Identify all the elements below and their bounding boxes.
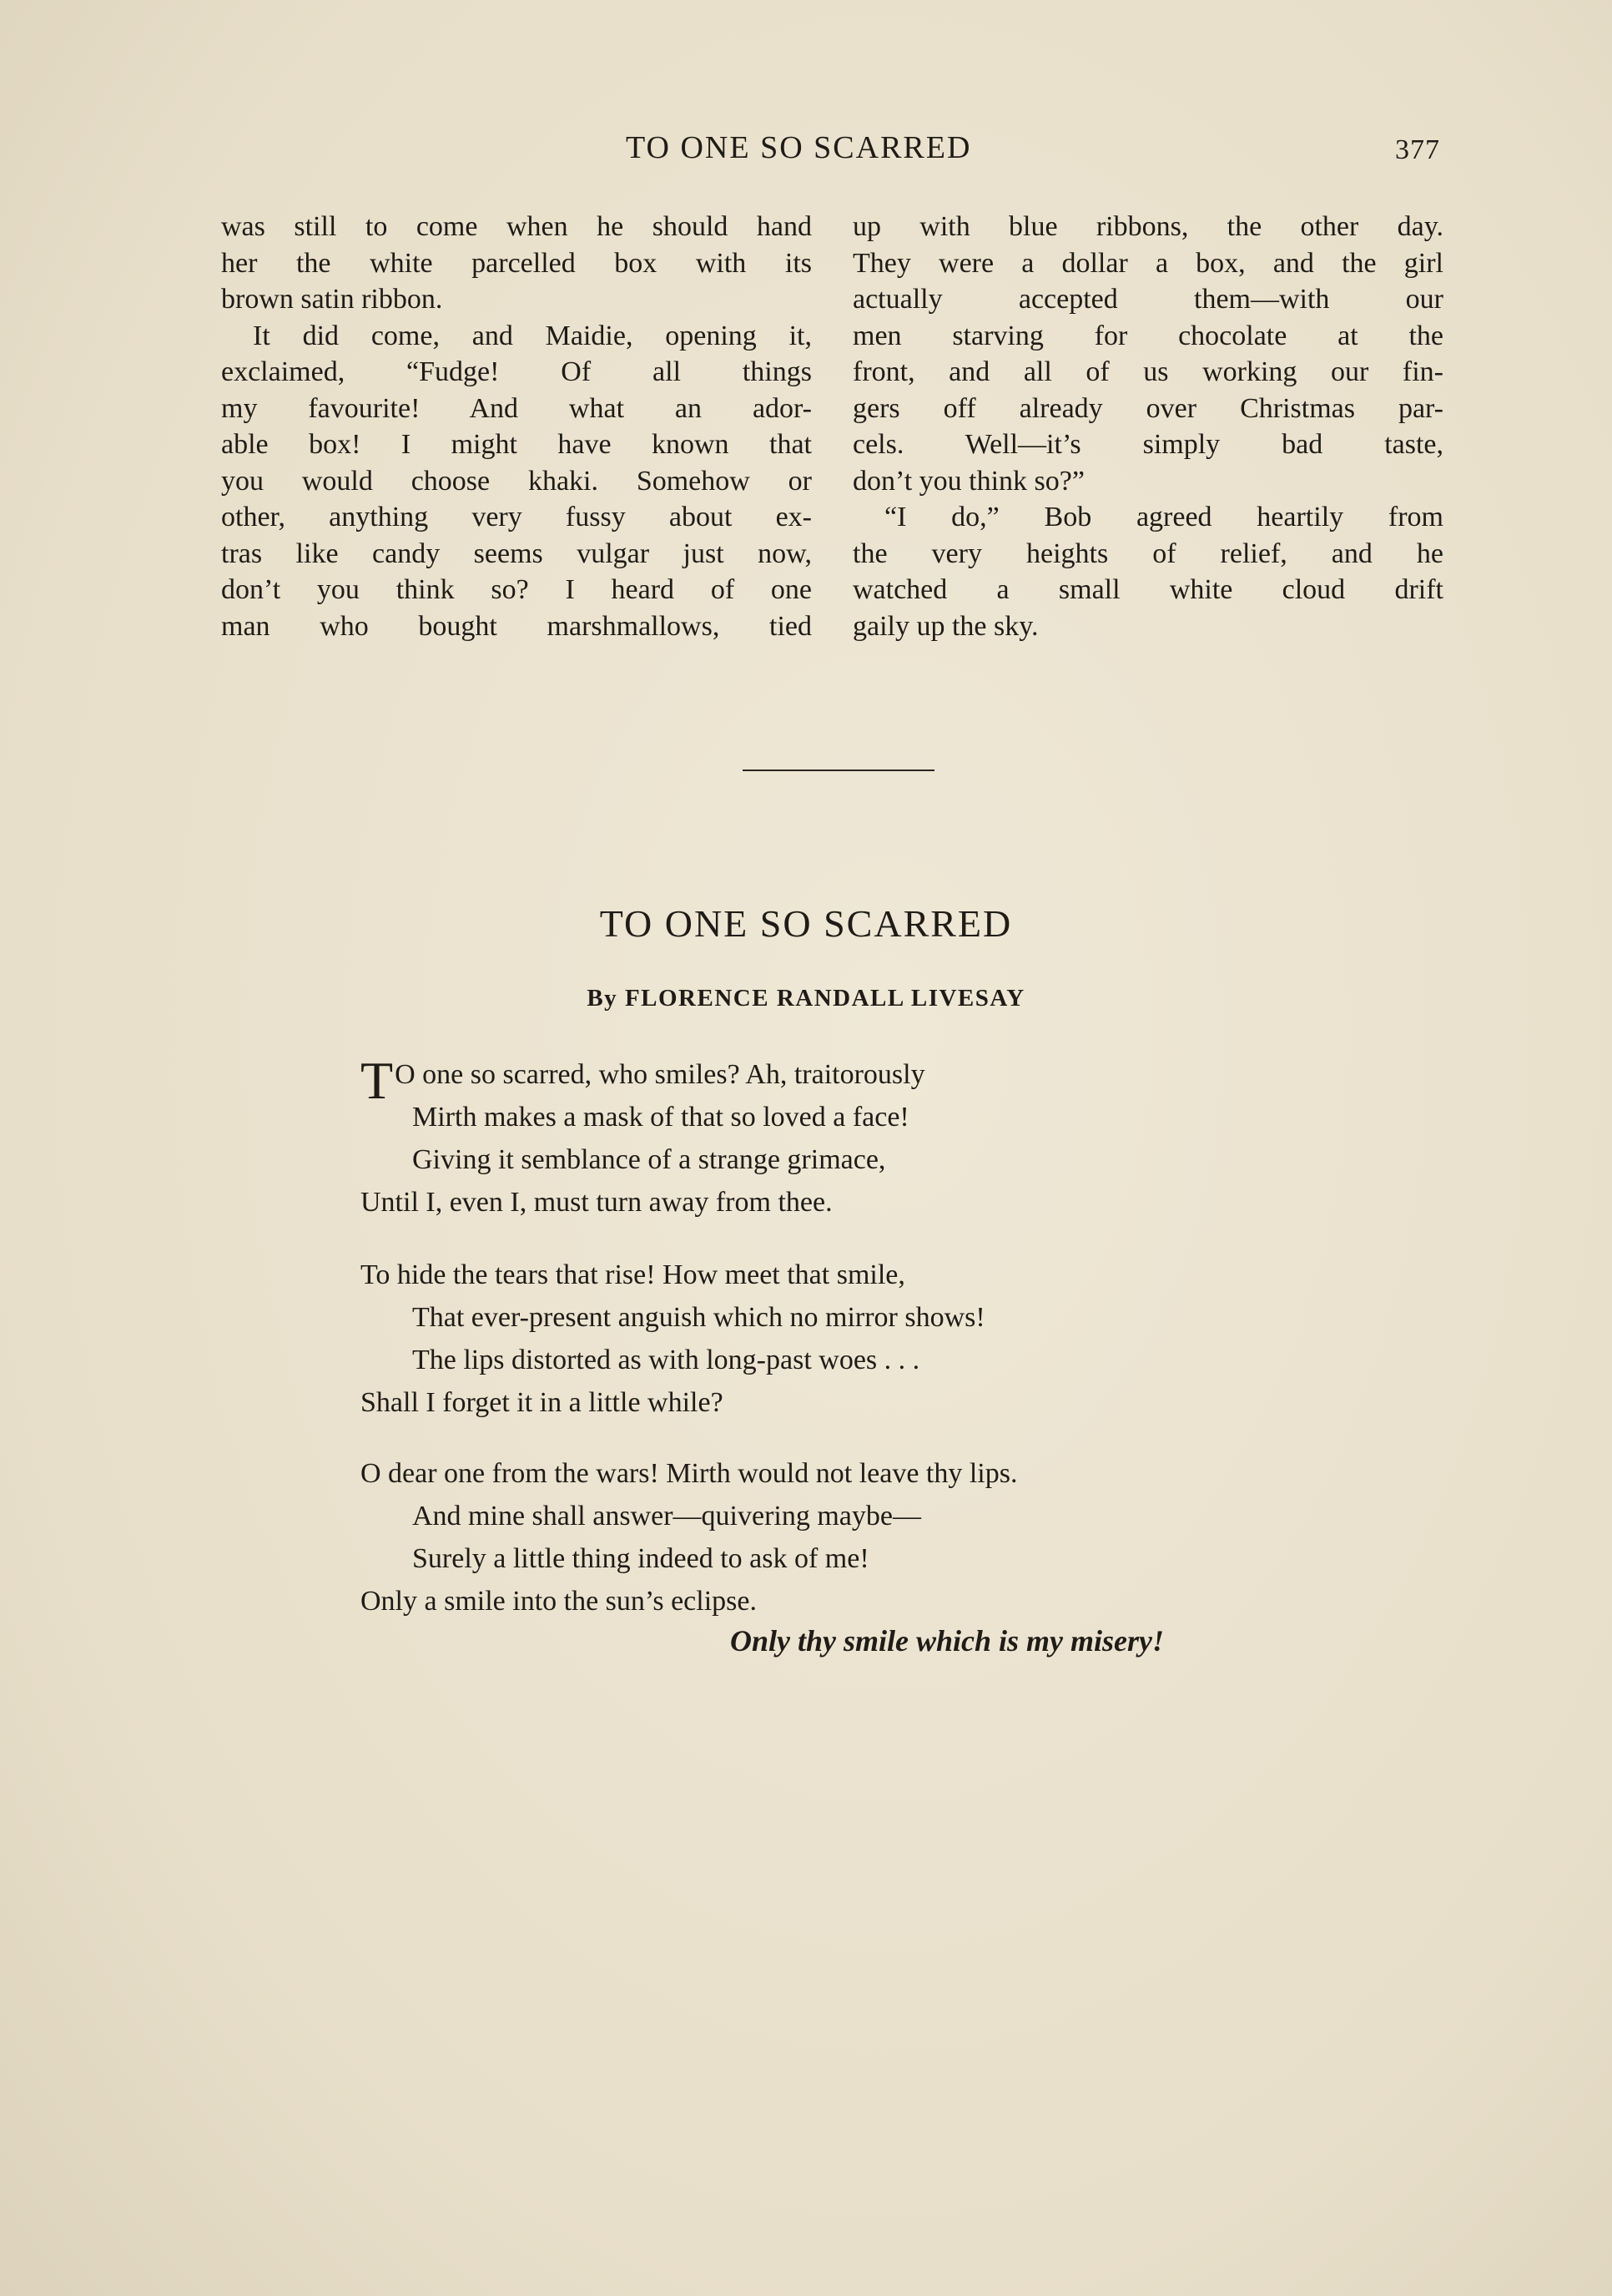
text-line: up with blue ribbons, the other day.	[853, 211, 1443, 242]
text-line: brown satin ribbon.	[221, 284, 443, 315]
text-line: you would choose khaki. Somehow or	[221, 465, 812, 497]
text-line: actually accepted them—with our	[853, 284, 1443, 315]
prose-paragraph	[853, 499, 1443, 644]
text-line: gaily up the sky.	[853, 610, 1039, 642]
text-line: front, and all of us working our fin-	[853, 356, 1443, 387]
prose-paragraph	[853, 209, 1443, 499]
poem-line: The lips distorted as with long-past woes . . .	[412, 1345, 920, 1375]
byline-prefix: By	[587, 985, 618, 1012]
text-line: watched a small white cloud drift	[853, 574, 1443, 605]
poem-stanza-1	[360, 1053, 1362, 1224]
poem-stanza-3	[360, 1452, 1362, 1622]
poem-line: Until I, even I, must turn away from thee.	[360, 1187, 833, 1218]
text-line: the very heights of relief, and he	[853, 537, 1443, 569]
poem-line-text: O one so scarred, who smiles? Ah, traitorously	[395, 1059, 925, 1090]
poem-closing-line: Only thy smile which is my misery!	[730, 1624, 1165, 1658]
poem-line: Only a smile into the sun’s eclipse.	[360, 1586, 757, 1617]
section-divider	[743, 770, 934, 771]
text-line: don’t you think so? I heard of one	[221, 574, 812, 605]
text-line: “I do,” Bob agreed heartily from	[884, 502, 1443, 532]
prose-paragraph	[221, 209, 812, 318]
byline	[0, 985, 1612, 1012]
poem-line: To hide the tears that rise! How meet that smile,	[360, 1259, 905, 1290]
text-line: don’t you think so?”	[853, 465, 1085, 497]
prose-left-column	[221, 209, 812, 644]
poem-line: Mirth makes a mask of that so loved a face!	[412, 1102, 909, 1133]
poem-line: O dear one from the wars! Mirth would not leave thy lips.	[360, 1458, 1018, 1489]
text-line: They were a dollar a box, and the girl	[853, 247, 1443, 279]
text-line: was still to come when he should hand	[221, 211, 812, 242]
text-line: It did come, and Maidie, opening it,	[253, 320, 812, 351]
page-number: 377	[1395, 134, 1440, 165]
drop-cap: T	[360, 1051, 394, 1110]
poem-line: Shall I forget it in a little while?	[360, 1387, 723, 1418]
author-name: FLORENCE RANDALL LIVESAY	[624, 985, 1025, 1012]
prose-right-column	[853, 209, 1443, 644]
text-line: gers off already over Christmas par-	[853, 392, 1443, 424]
poem-stanza-2	[360, 1254, 1362, 1424]
poem-title: TO ONE SO SCARRED	[599, 902, 1013, 945]
text-line: cels. Well—it’s simply bad taste,	[853, 429, 1443, 460]
text-line: her the white parcelled box with its	[221, 247, 812, 279]
text-line: my favourite! And what an ador-	[221, 392, 812, 424]
text-line: man who bought marshmallows, tied	[221, 610, 812, 642]
poem-line: Giving it semblance of a strange grimace,	[412, 1144, 886, 1175]
text-line: other, anything very fussy about ex-	[221, 502, 812, 532]
prose-paragraph	[221, 318, 812, 645]
text-line: men starving for chocolate at the	[853, 320, 1443, 351]
text-line: able box! I might have known that	[221, 429, 812, 460]
poem-line	[360, 1051, 1362, 1110]
poem-line: That ever-present anguish which no mirror shows!	[412, 1302, 985, 1333]
text-line: tras like candy seems vulgar just now,	[221, 537, 812, 569]
poem-line: Surely a little thing indeed to ask of me!	[412, 1543, 869, 1574]
text-line: exclaimed, “Fudge! Of all things	[221, 356, 812, 387]
poem-line: And mine shall answer—quivering maybe—	[412, 1501, 921, 1532]
running-title: TO ONE SO SCARRED	[626, 130, 972, 165]
running-head	[0, 129, 1612, 171]
